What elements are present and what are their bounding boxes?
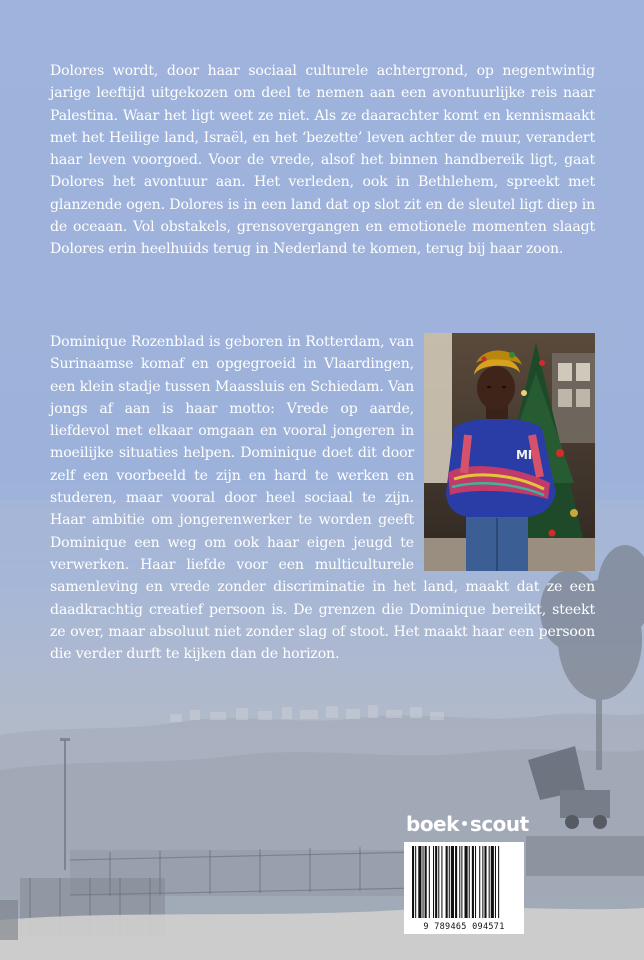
publisher-name-part2: scout bbox=[469, 812, 529, 836]
publisher-dot bbox=[462, 821, 467, 826]
author-photo bbox=[424, 333, 595, 571]
publisher-name-part1: boek bbox=[406, 812, 459, 836]
author-bio: Dominique Rozenblad is geboren in Rotterdam, van Surinaamse komaf en opgegroeid in Vlaardingen, een klein stadje tussen Maassluis en Schiedam. Van jongs af aan is haar motto: Vrede op aarde, liefdevol met elkaar omgaan en vooral jongeren in moeilijke situaties helpen. Dominique doet dit door zelf een voorbeeld te zijn en hard te werken en studeren, maar vooral door heel sociaal te zijn. Haar ambitie om jongerenwerker te worden geeft Dominique een weg om ook haar eigen jeugd te verwerken. Haar liefde voor een multiculturele samenleving en vrede zonder discriminatie in het land, maakt dat ze een daadkrachtig creatief persoon is. De grenzen die Dominique bereikt, steekt ze over, maar absoluut niet zonder slag of stoot. Het maakt haar een persoon die verder durft te kijken dan de horizon. bbox=[50, 334, 595, 663]
book-blurb: Dolores wordt, door haar sociaal culturele achtergrond, op negentwintig jarige leeftijd uitgekozen om deel te nemen aan een avontuurlijke reis naar Palestina. Waar het ligt weet ze niet. Als ze daarachter komt en kennismaakt met het Heilige land, Israël, en het ‘bezette’ leven achter de muur, verandert haar leven voorgoed. Voor de vrede, alsof het binnen handbereik ligt, gaat Dolores het avontuur aan. Het verleden, ook in Bethlehem, spreekt met glanzende ogen. Dolores is in een land dat op slot zit en de sleutel ligt diep in de oceaan. Vol obstakels, grensovergangen en emotionele momenten slaagt Dolores erin heelhuids terug in Nederland te komen, terug bij haar zoon. bbox=[50, 63, 595, 258]
sweater-print: MI bbox=[516, 448, 533, 462]
author-bio-section bbox=[50, 331, 595, 665]
author-photo-image bbox=[424, 333, 595, 571]
isbn-barcode bbox=[404, 842, 524, 934]
isbn-number: 9 789465 094571 bbox=[423, 922, 505, 932]
barcode-bars bbox=[404, 842, 524, 920]
publisher-logo bbox=[406, 812, 529, 836]
